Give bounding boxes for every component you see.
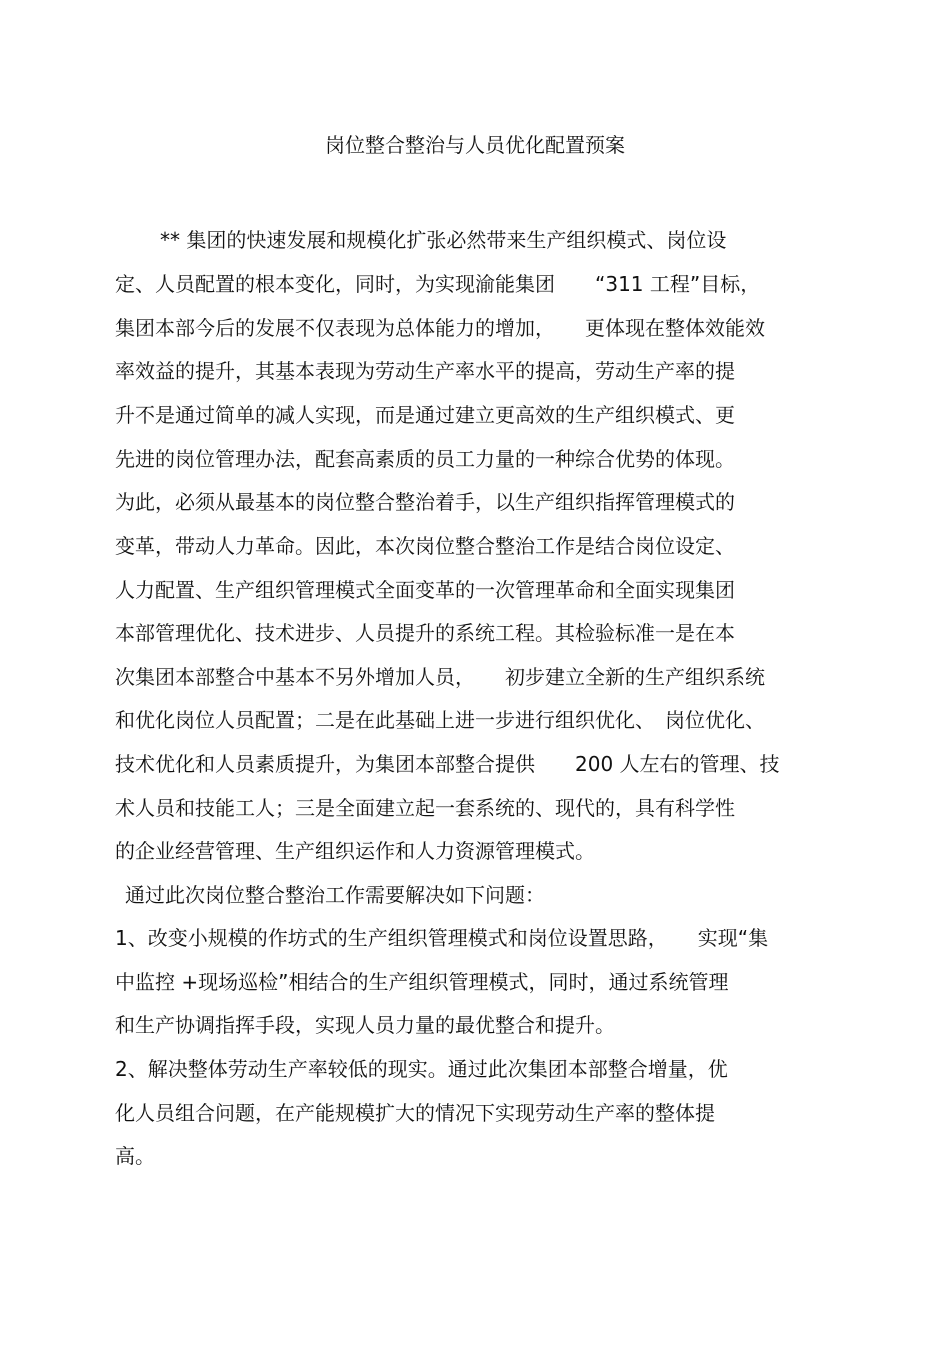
body-line-4: 率效益的提升，其基本表现为劳动生产率水平的提高，劳动生产率的提: [115, 359, 735, 383]
body-line-17: 1、改变小规模的作坊式的生产组织管理模式和岗位设置思路， 实现“集: [115, 926, 769, 950]
body-line-10: 本部管理优化、技术进步、人员提升的系统工程。其检验标准一是在本: [115, 621, 735, 645]
body-line-7: 为此，必须从最基本的岗位整合整治着手，以生产组织指挥管理模式的: [115, 490, 735, 514]
body-line-2: 定、人员配置的根本变化，同时，为实现渝能集团 “311 工程”目标，: [115, 272, 761, 296]
body-line-18: 中监控 +现场巡检”相结合的生产组织管理模式，同时，通过系统管理: [115, 970, 729, 994]
body-line-20: 2、解决整体劳动生产率较低的现实。通过此次集团本部整合增量，优: [115, 1057, 728, 1081]
document-title: 岗位整合整治与人员优化配置预案: [325, 133, 625, 157]
body-line-3: 集团本部今后的发展不仅表现为总体能力的增加， 更体现在整体效能效: [115, 316, 765, 340]
body-line-6: 先进的岗位管理办法，配套高素质的员工力量的一种综合优势的体现。: [115, 447, 735, 471]
body-line-9: 人力配置、生产组织管理模式全面变革的一次管理革命和全面实现集团: [115, 578, 735, 602]
body-line-16: 通过此次岗位整合整治工作需要解决如下问题：: [125, 883, 545, 907]
body-line-8: 变革，带动人力革命。因此，本次岗位整合整治工作是结合岗位设定、: [115, 534, 735, 558]
body-line-13: 技术优化和人员素质提升，为集团本部整合提供 200 人左右的管理、技: [115, 752, 780, 776]
body-line-12: 和优化岗位人员配置；二是在此基础上进一步进行组织优化、 岗位优化、: [115, 708, 765, 732]
body-line-15: 的企业经营管理、生产组织运作和人力资源管理模式。: [115, 839, 595, 863]
body-line-5: 升不是通过简单的减人实现，而是通过建立更高效的生产组织模式、更: [115, 403, 735, 427]
body-line-19: 和生产协调指挥手段，实现人员力量的最优整合和提升。: [115, 1013, 615, 1037]
body-line-22: 高。: [115, 1144, 155, 1168]
body-line-21: 化人员组合问题，在产能规模扩大的情况下实现劳动生产率的整体提: [115, 1101, 715, 1125]
body-line-11: 次集团本部整合中基本不另外增加人员， 初步建立全新的生产组织系统: [115, 665, 765, 689]
body-line-14: 术人员和技能工人；三是全面建立起一套系统的、现代的，具有科学性: [115, 796, 735, 820]
body-line-1: ** 集团的快速发展和规模化扩张必然带来生产组织模式、岗位设: [160, 228, 727, 252]
